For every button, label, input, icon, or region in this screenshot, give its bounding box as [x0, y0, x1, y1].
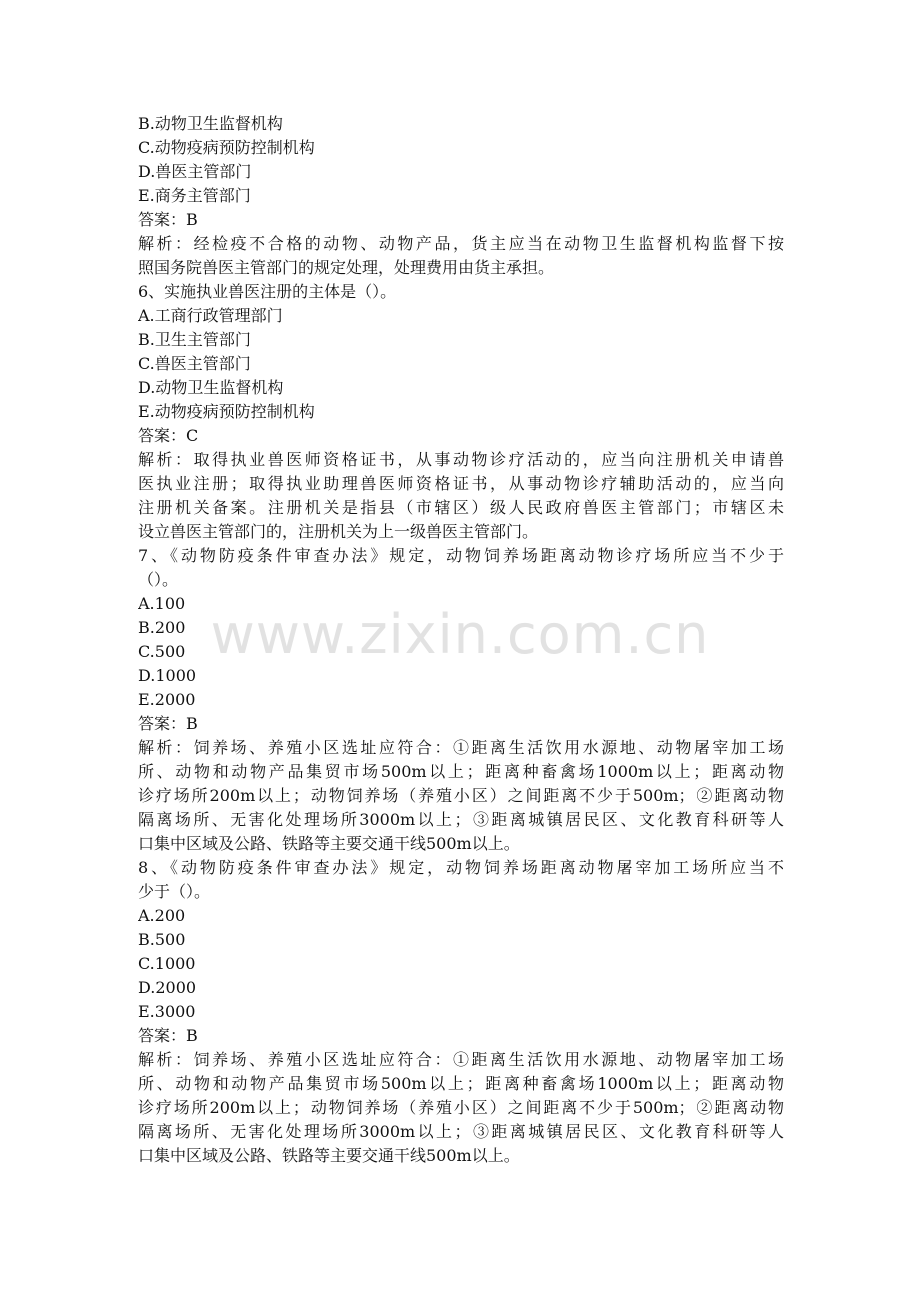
explanation-line: 注册机关备案。注册机关是指县（市辖区）级人民政府兽医主管部门；市辖区未: [138, 498, 784, 517]
option-c: C.兽医主管部门: [138, 354, 251, 373]
option-c: C.500: [138, 642, 186, 661]
explanation-line: 医执业注册；取得执业助理兽医师资格证书，从事动物诊疗辅助活动的，应当向: [138, 474, 784, 493]
option-a: A.工商行政管理部门: [138, 306, 283, 325]
answer: 答案：B: [138, 210, 198, 229]
answer: 答案：C: [138, 426, 199, 445]
option-c: C.1000: [138, 954, 196, 973]
option-c: C.动物疫病预防控制机构: [138, 138, 315, 157]
explanation-line: 解析：饲养场、养殖小区选址应符合：①距离生活饮用水源地、动物屠宰加工场: [138, 738, 784, 757]
document-body: [138, 112, 784, 1168]
option-d: D.动物卫生监督机构: [138, 378, 284, 397]
option-b: B.动物卫生监督机构: [138, 114, 283, 133]
option-b: B.500: [138, 930, 186, 949]
option-e: E.3000: [138, 1002, 196, 1021]
watermark: www.zixin.com.cn: [210, 603, 710, 666]
option-b: B.卫生主管部门: [138, 330, 251, 349]
answer: 答案：B: [138, 714, 198, 733]
option-d: D.2000: [138, 978, 197, 997]
explanation-line: 隔离场所、无害化处理场所3000m以上；③距离城镇居民区、文化教育科研等人: [138, 810, 784, 829]
option-a: A.200: [138, 906, 186, 925]
option-b: B.200: [138, 618, 186, 637]
explanation-line: 解析：经检疫不合格的动物、动物产品，货主应当在动物卫生监督机构监督下按: [138, 234, 784, 253]
option-d: D.1000: [138, 666, 197, 685]
explanation-line: 解析：饲养场、养殖小区选址应符合：①距离生活饮用水源地、动物屠宰加工场: [138, 1050, 784, 1069]
explanation-line: 所、动物和动物产品集贸市场500m以上；距离种畜禽场1000m以上；距离动物: [138, 762, 784, 781]
question-6: 6、实施执业兽医注册的主体是（）。: [138, 282, 397, 301]
option-a: A.100: [138, 594, 186, 613]
option-e: E.商务主管部门: [138, 186, 251, 205]
explanation-line: 设立兽医主管部门的，注册机关为上一级兽医主管部门。: [138, 522, 539, 541]
explanation-line: 隔离场所、无害化处理场所3000m以上；③距离城镇居民区、文化教育科研等人: [138, 1122, 784, 1141]
explanation-line: 解析：取得执业兽医师资格证书，从事动物诊疗活动的，应当向注册机关申请兽: [138, 450, 784, 469]
question-7: 7、《动物防疫条件审查办法》规定，动物饲养场距离动物诊疗场所应当不少于: [138, 546, 784, 565]
option-e: E.动物疫病预防控制机构: [138, 402, 315, 421]
explanation-line: 诊疗场所200m以上；动物饲养场（养殖小区）之间距离不少于500m；②距离动物: [138, 786, 784, 805]
option-d: D.兽医主管部门: [138, 162, 252, 181]
explanation-line: 口集中区域及公路、铁路等主要交通干线500m以上。: [138, 834, 520, 853]
option-e: E.2000: [138, 690, 196, 709]
question-7-continued: （）。: [138, 570, 179, 589]
explanation-line: 照国务院兽医主管部门的规定处理，处理费用由货主承担。: [138, 258, 555, 277]
answer: 答案：B: [138, 1026, 198, 1045]
question-8: 8、《动物防疫条件审查办法》规定，动物饲养场距离动物屠宰加工场所应当不: [138, 858, 784, 877]
explanation-line: 诊疗场所200m以上；动物饲养场（养殖小区）之间距离不少于500m；②距离动物: [138, 1098, 784, 1117]
explanation-line: 口集中区域及公路、铁路等主要交通干线500m以上。: [138, 1146, 520, 1165]
explanation-line: 所、动物和动物产品集贸市场500m以上；距离种畜禽场1000m以上；距离动物: [138, 1074, 784, 1093]
question-8-continued: 少于（）。: [138, 882, 211, 901]
